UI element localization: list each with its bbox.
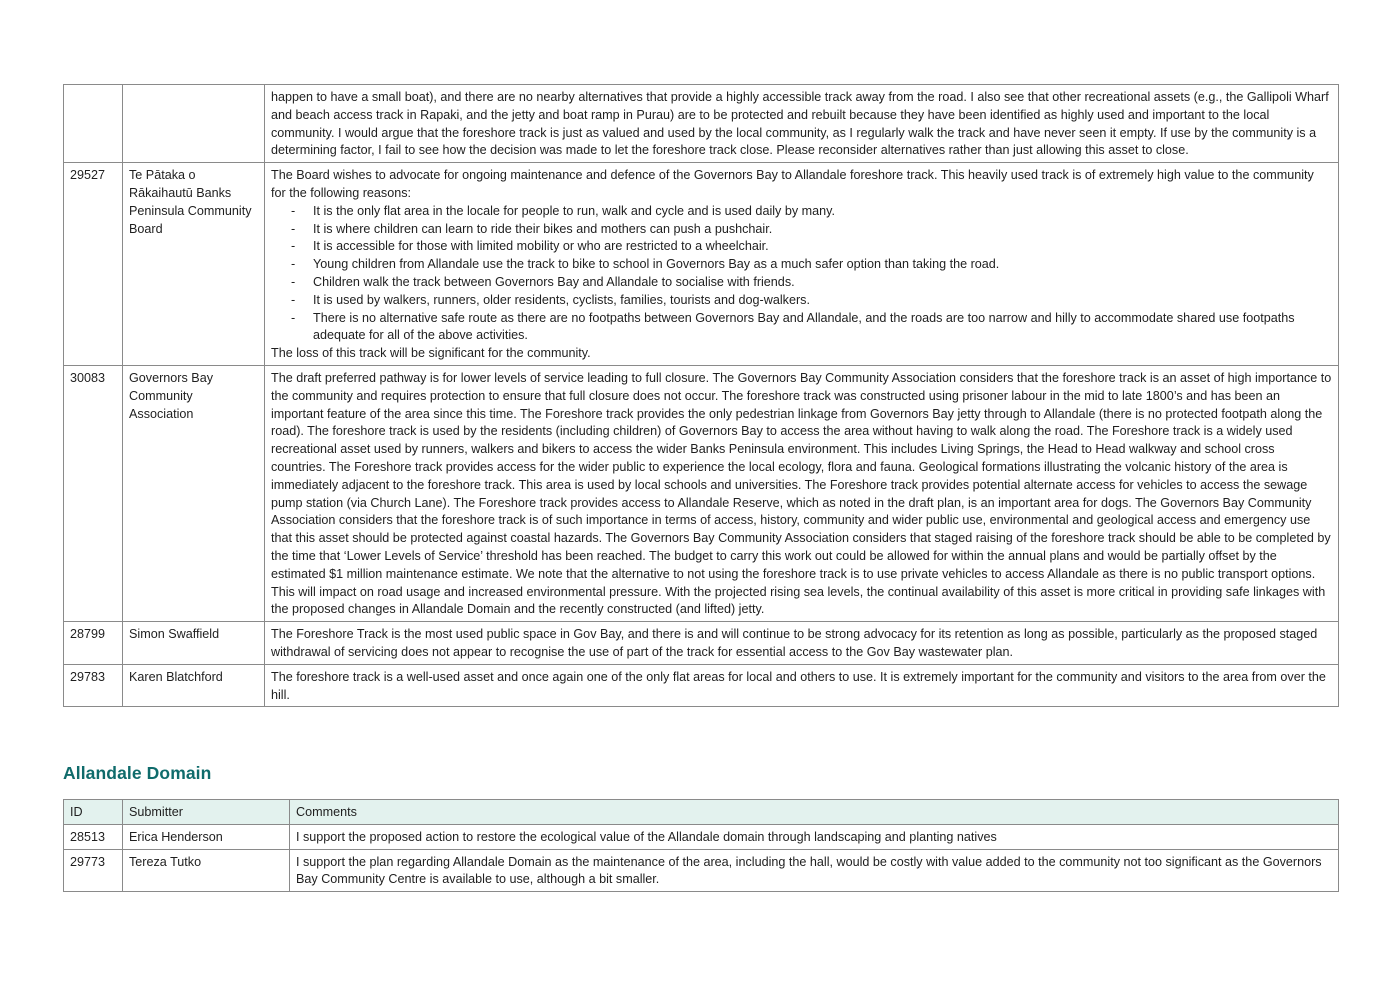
submitter-name: Te Pātaka o Rākaihautū Banks Peninsula Community Board <box>123 163 265 366</box>
submission-comment: The Foreshore Track is the most used public space in Gov Bay, and there is and will continue to be strong advocacy for its retention as long as possible, particularly as the proposed staged withdrawal of servicing does not appear to recognise the use of part of the track for essential access to the Gov Bay wastewater plan. <box>265 622 1339 665</box>
column-header-comments: Comments <box>290 800 1339 825</box>
submission-id: 30083 <box>64 365 123 621</box>
submission-id: 29527 <box>64 163 123 366</box>
table-row <box>64 849 1339 892</box>
table-row <box>64 85 1339 163</box>
submission-id: 28513 <box>64 824 123 849</box>
foreshore-track-submissions-table <box>63 84 1339 707</box>
table-row <box>64 622 1339 665</box>
list-item: - Young children from Allandale use the track to bike to school in Governors Bay as a much safer option than taking the road. <box>313 256 1332 274</box>
table-row <box>64 365 1339 621</box>
submitter-name: Tereza Tutko <box>123 849 290 892</box>
submission-comment: The draft preferred pathway is for lower levels of service leading to full closure. The Governors Bay Community Association considers that the foreshore track is an asset of high importance to the community and requires protection to ensure that full closure does not occur. The foreshore track was constructed using prisoner labour in the mid to late 1800’s and has been an important feature of the area since this time. The Foreshore track provides the only pedestrian linkage from Governors Bay jetty through to Allandale (there is no protected footpath along the road). The foreshore track is used by the residents (including children) of Governors Bay to access the area without having to walk along the road. The Foreshore track is a widely used recreational asset used by runners, walkers and bikers to access the wider Banks Peninsula environment. This includes Living Springs, the Head to Head walkway and school cross countries. The Foreshore track provides access for the wider public to experience the local ecology, flora and fauna. Geological formations illustrating the volcanic history of the area is immediately adjacent to the foreshore track. This area is used by local schools and universities. The Foreshore track provides potential alternate access for vehicles to access the sewage pump station (via Church Lane). The Foreshore track provides access to Allandale Reserve, which as noted in the draft plan, is an important area for dogs. The Governors Bay Community Association considers that the foreshore track is of such importance in terms of access, history, community and wider public use, environmental and geological access and emergency use that this asset should be protected against coastal hazards. The Governors Bay Community Association considers that staged raising of the foreshore track should be able to be completed by the time that ‘Lower Levels of Service’ threshold has been reached. The budget to carry this work out could be allowed for within the annual plans and would be partially offset by the estimated $1 million maintenance estimate. We note that the alternative to not using the foreshore track is to use private vehicles to access Allandale as there is no public transport options. This will impact on road usage and increased environmental pressure. With the projected rising sea levels, the continual availability of this asset is more critical in providing safe linkages with the proposed changes in Allandale Domain and the recently constructed (and lifted) jetty. <box>265 365 1339 621</box>
table-row <box>64 664 1339 707</box>
submission-id <box>64 85 123 163</box>
submission-comment <box>265 163 1339 366</box>
table-header-row <box>64 800 1339 825</box>
submission-comment: I support the proposed action to restore the ecological value of the Allandale domain through landscaping and planting natives <box>290 824 1339 849</box>
submission-id: 29783 <box>64 664 123 707</box>
allandale-domain-submissions-table <box>63 799 1339 892</box>
submission-comment: I support the plan regarding Allandale Domain as the maintenance of the area, including the hall, would be costly with value added to the community not too significant as the Governors Bay Community Centre is available to use, although a bit smaller. <box>290 849 1339 892</box>
comment-outro: The loss of this track will be significant for the community. <box>271 346 591 361</box>
list-item: - It is used by walkers, runners, older residents, cyclists, families, tourists and dog-walkers. <box>313 292 1332 310</box>
section-heading-allandale-domain: Allandale Domain <box>63 763 212 783</box>
list-item: - Children walk the track between Governors Bay and Allandale to socialise with friends. <box>313 274 1332 292</box>
reasons-list <box>271 203 1332 345</box>
list-item: - There is no alternative safe route as there are no footpaths between Governors Bay and Allandale, and the roads are too narrow and hilly to accommodate shared use footpaths adequate for all of the above activities. <box>313 310 1332 346</box>
submission-comment: happen to have a small boat), and there are no nearby alternatives that provide a highly accessible track away from the road. I also see that other recreational assets (e.g., the Gallipoli Wharf and beach access track in Rapaki, and the jetty and boat ramp in Purau) are to be protected and rebuilt because they have been identified as highly used and important to the local community. I would argue that the foreshore track is just as valued and used by the local community, as I regularly walk the track and have never seen it empty. If use by the community is a determining factor, I fail to see how the decision was made to let the foreshore track close. Please reconsider alternatives rather than just allowing this asset to close. <box>265 85 1339 163</box>
submitter-name: Simon Swaffield <box>123 622 265 665</box>
submission-id: 29773 <box>64 849 123 892</box>
list-item: - It is where children can learn to ride their bikes and mothers can push a pushchair. <box>313 221 1332 239</box>
submission-id: 28799 <box>64 622 123 665</box>
submission-comment: The foreshore track is a well-used asset and once again one of the only flat areas for local and others to use. It is extremely important for the community and visitors to the area from over the hill. <box>265 664 1339 707</box>
submitter-name: Karen Blatchford <box>123 664 265 707</box>
column-header-submitter: Submitter <box>123 800 290 825</box>
table-row <box>64 163 1339 366</box>
submitter-name <box>123 85 265 163</box>
column-header-id: ID <box>64 800 123 825</box>
table-row <box>64 824 1339 849</box>
comment-intro: The Board wishes to advocate for ongoing maintenance and defence of the Governors Bay to Allandale foreshore track. This heavily used track is of extremely high value to the community for the following reasons: <box>271 168 1314 200</box>
submitter-name: Erica Henderson <box>123 824 290 849</box>
list-item: - It is accessible for those with limited mobility or who are restricted to a wheelchair. <box>313 238 1332 256</box>
submitter-name: Governors Bay Community Association <box>123 365 265 621</box>
list-item: - It is the only flat area in the locale for people to run, walk and cycle and is used daily by many. <box>313 203 1332 221</box>
